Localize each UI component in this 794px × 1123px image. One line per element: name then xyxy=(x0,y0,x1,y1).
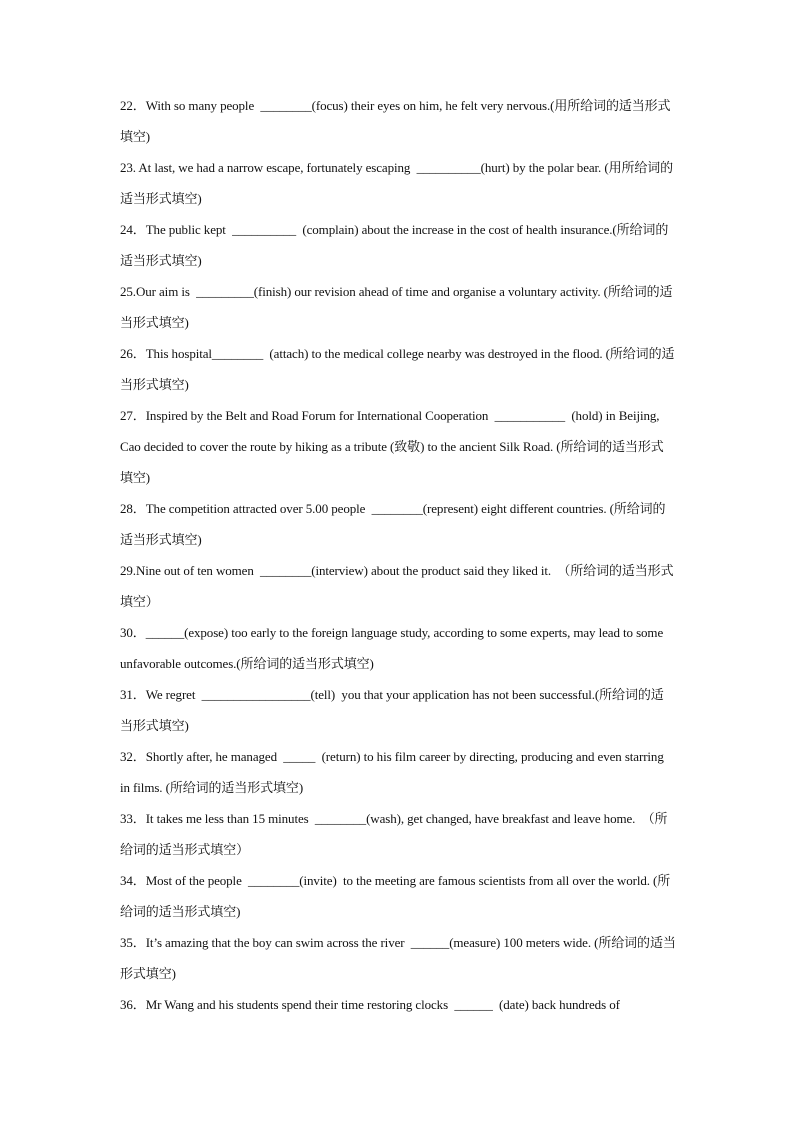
question-32: 32．Shortly after, he managed _____ (return) to his film career by directing, producing and even starring in films. (所给词的适当形式填空) xyxy=(120,749,667,795)
exercise-list xyxy=(120,90,676,1020)
question-30: 30．______(expose) too early to the foreign language study, according to some experts, may lead to some unfavorable outcomes.(所给词的适当形式填空) xyxy=(120,625,667,671)
question-35: 35．It’s amazing that the boy can swim across the river ______(measure) 100 meters wide. (所给词的适当形式填空) xyxy=(120,935,676,981)
question-24: 24．The public kept __________ (complain) about the increase in the cost of health insurance.(所给词的适当形式填空) xyxy=(120,222,669,268)
question-23: 23. At last, we had a narrow escape, fortunately escaping __________(hurt) by the polar bear. (用所给词的适当形式填空) xyxy=(120,160,674,206)
question-33: 33．It takes me less than 15 minutes ________(wash), get changed, have breakfast and leave home. （所给词的适当形式填空） xyxy=(120,811,668,857)
question-22: 22．With so many people ________(focus) their eyes on him, he felt very nervous.(用所给词的适当形式填空) xyxy=(120,98,671,144)
question-29: 29.Nine out of ten women ________(interview) about the product said they liked it. （所给词的适当形式填空） xyxy=(120,563,674,609)
question-27: 27．Inspired by the Belt and Road Forum for International Cooperation ___________ (hold) in Beijing, Cao decided to cover the route by hiking as a tribute (致敬) to the ancient Silk Road. (所给词的适当形式填空) xyxy=(120,408,666,485)
question-34: 34．Most of the people ________(invite) to the meeting are famous scientists from all over the world. (所给词的适当形式填空) xyxy=(120,873,671,919)
question-28: 28．The competition attracted over 5.00 people ________(represent) eight different countries. (所给词的适当形式填空) xyxy=(120,501,666,547)
question-36: 36．Mr Wang and his students spend their time restoring clocks ______ (date) back hundreds of xyxy=(120,997,620,1012)
question-25: 25.Our aim is _________(finish) our revision ahead of time and organise a voluntary activity. (所给词的适当形式填空) xyxy=(120,284,673,330)
question-26: 26．This hospital________ (attach) to the medical college nearby was destroyed in the flood. (所给词的适当形式填空) xyxy=(120,346,675,392)
question-31: 31．We regret _________________(tell) you that your application has not been successful.(所给词的适当形式填空) xyxy=(120,687,664,733)
